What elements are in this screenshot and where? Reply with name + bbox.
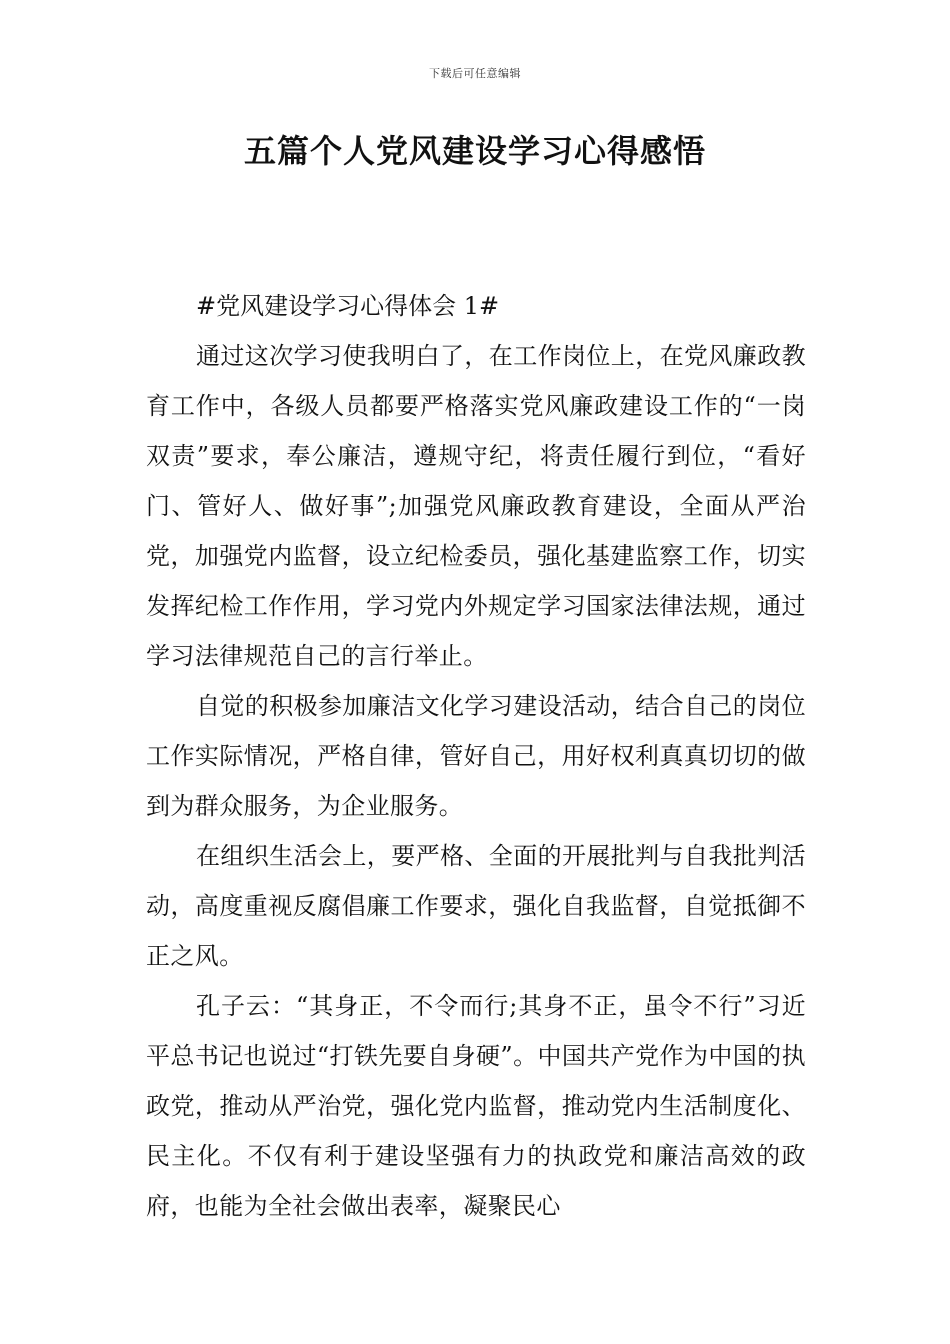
paragraph-2: 自觉的积极参加廉洁文化学习建设活动，结合自己的岗位工作实际情况，严格自律，管好自己，用好权利真真切切的做到为群众服务，为企业服务。: [146, 692, 806, 820]
document-body: [146, 281, 806, 1231]
header-note: 下载后可任意编辑: [429, 67, 521, 80]
section-heading: #党风建设学习心得体会 1#: [196, 292, 500, 320]
page-title: 五篇个人党风建设学习心得感悟: [243, 132, 706, 170]
paragraph-4: 孔子云：“其身正，不令而行;其身不正，虽令不行”习近平总书记也说过“打铁先要自身硬”。中国共产党作为中国的执政党，推动从严治党，强化党内监督，推动党内生活制度化、民主化。不仅有利于建设坚强有力的执政党和廉洁高效的政府，也能为全社会做出表率，凝聚民心: [146, 992, 806, 1220]
paragraph-3: 在组织生活会上，要严格、全面的开展批判与自我批判活动，高度重视反腐倡廉工作要求，强化自我监督，自觉抵御不正之风。: [146, 842, 806, 970]
paragraph-1: 通过这次学习使我明白了，在工作岗位上，在党风廉政教育工作中，各级人员都要严格落实党风廉政建设工作的“一岗双责”要求，奉公廉洁，遵规守纪，将责任履行到位，“看好门、管好人、做好事”;加强党风廉政教育建设，全面从严治党，加强党内监督，设立纪检委员，强化基建监察工作，切实发挥纪检工作作用，学习党内外规定学习国家法律法规，通过学习法律规范自己的言行举止。: [146, 342, 806, 670]
